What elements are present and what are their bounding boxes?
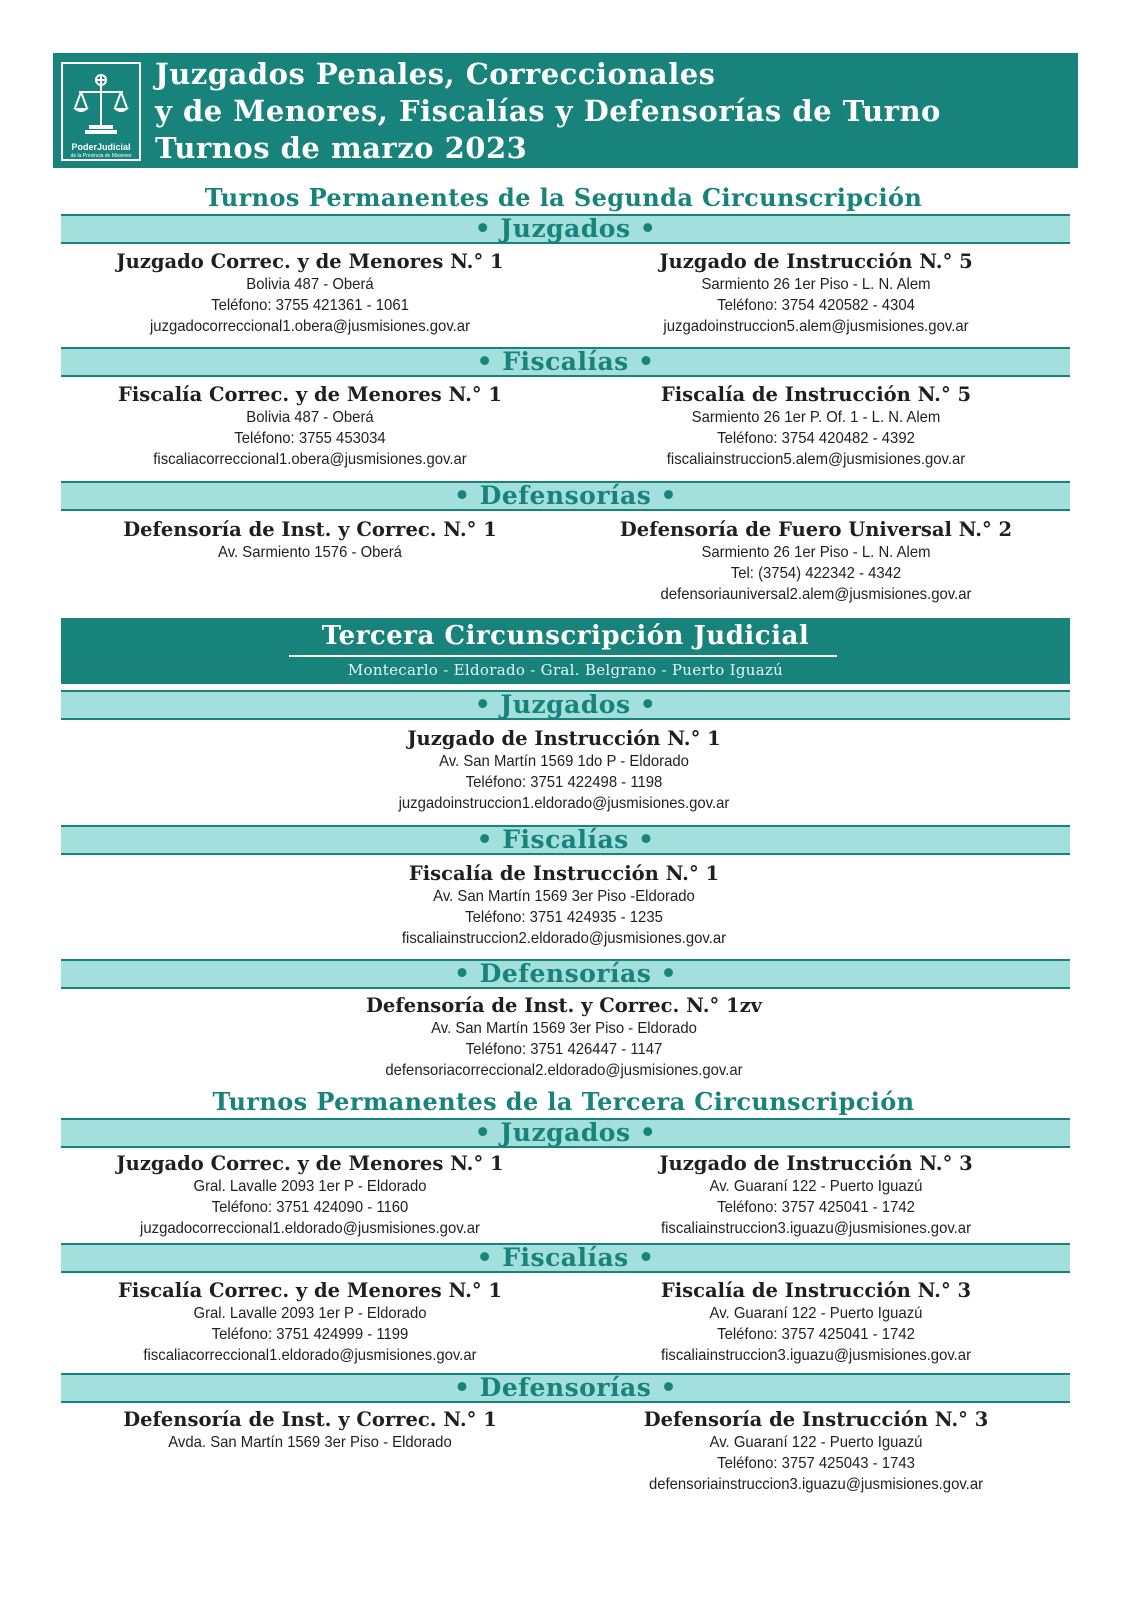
title-line-2: y de Menores, Fiscalías y Defensorías de Turno: [155, 94, 941, 128]
office-entry: [566, 518, 1066, 605]
office-phone: Teléfono: 3751 422498 - 1198: [465, 774, 663, 791]
section-title-segunda: Turnos Permanentes de la Segunda Circunscripción: [204, 183, 923, 212]
office-entry: [566, 1152, 1066, 1239]
office-name: Fiscalía Correc. y de Menores N.° 1: [118, 383, 502, 406]
fiscalias-bar: • Fiscalías •: [61, 825, 1070, 855]
tercera-circunscripcion-band: [61, 618, 1070, 684]
office-email: defensoriauniversal2.alem@jusmisiones.gov.ar: [660, 586, 972, 603]
office-name: Defensoría de Inst. y Correc. N.° 1: [123, 1408, 497, 1431]
title-line-1: Juzgados Penales, Correccionales: [155, 57, 716, 91]
office-address: Av. Guaraní 122 - Puerto Iguazú: [709, 1434, 923, 1451]
office-address: Bolivia 487 - Oberá: [246, 409, 374, 426]
office-address: Avda. San Martín 1569 3er Piso - Eldorado: [168, 1434, 452, 1451]
office-email: defensoriacorreccional2.eldorado@jusmisiones.gov.ar: [385, 1062, 743, 1079]
office-name: Juzgado Correc. y de Menores N.° 1: [116, 1152, 504, 1175]
office-address: Av. San Martín 1569 3er Piso -Eldorado: [433, 888, 695, 905]
defensorias-bar: • Defensorías •: [61, 1373, 1070, 1403]
office-email: fiscaliacorreccional1.eldorado@jusmisiones.gov.ar: [143, 1347, 477, 1364]
fiscalias-bar: • Fiscalías •: [61, 1243, 1070, 1273]
office-entry: [60, 250, 560, 337]
office-phone: Teléfono: 3754 420582 - 4304: [717, 297, 915, 314]
office-name: Defensoría de Instrucción N.° 3: [643, 1408, 989, 1431]
juzgados-bar: • Juzgados •: [61, 690, 1070, 720]
band-title: Tercera Circunscripción Judicial: [321, 621, 810, 651]
office-entry: [60, 1408, 560, 1453]
office-address: Av. Guaraní 122 - Puerto Iguazú: [709, 1178, 923, 1195]
office-address: Sarmiento 26 1er Piso - L. N. Alem: [701, 276, 931, 293]
office-name: Fiscalía de Instrucción N.° 1: [408, 862, 720, 885]
office-address: Gral. Lavalle 2093 1er P - Eldorado: [193, 1305, 427, 1322]
office-phone: Teléfono: 3751 424999 - 1199: [211, 1326, 409, 1343]
office-email: fiscaliainstruccion5.alem@jusmisiones.gov.ar: [666, 451, 966, 468]
juzgados-bar: • Juzgados •: [61, 214, 1070, 244]
office-name: Defensoría de Inst. y Correc. N.° 1zv: [366, 994, 762, 1017]
juzgados-bar: • Juzgados •: [61, 1118, 1070, 1148]
office-entry: [566, 1279, 1066, 1366]
office-name: Juzgado de Instrucción N.° 1: [407, 727, 721, 750]
office-name: Fiscalía Correc. y de Menores N.° 1: [118, 1279, 502, 1302]
office-phone: Teléfono: 3751 424935 - 1235: [465, 909, 663, 926]
office-entry: [566, 1408, 1066, 1495]
office-email: fiscaliacorreccional1.obera@jusmisiones.gov.ar: [153, 451, 467, 468]
office-address: Gral. Lavalle 2093 1er P - Eldorado: [193, 1178, 427, 1195]
office-address: Bolivia 487 - Oberá: [246, 276, 374, 293]
office-name: Juzgado de Instrucción N.° 3: [659, 1152, 973, 1175]
office-entry: [264, 994, 864, 1081]
office-entry: [60, 1279, 560, 1366]
office-phone: Tel: (3754) 422342 - 4342: [730, 565, 902, 582]
office-entry: [264, 727, 864, 814]
office-email: juzgadocorreccional1.eldorado@jusmisiones.gov.ar: [140, 1220, 480, 1237]
office-entry: [566, 250, 1066, 337]
poder-judicial-logo: [61, 62, 141, 161]
logo-label: PoderJudicial: [71, 142, 131, 152]
office-phone: Teléfono: 3755 421361 - 1061: [211, 297, 409, 314]
office-phone: Teléfono: 3757 425041 - 1742: [717, 1199, 915, 1216]
defensorias-bar: • Defensorías •: [61, 481, 1070, 511]
office-address: Av. Guaraní 122 - Puerto Iguazú: [709, 1305, 923, 1322]
office-name: Juzgado Correc. y de Menores N.° 1: [116, 250, 504, 273]
band-subtitle: Montecarlo - Eldorado - Gral. Belgrano - Puerto Iguazú: [347, 661, 784, 679]
office-phone: Teléfono: 3754 420482 - 4392: [717, 430, 915, 447]
office-email: fiscaliainstruccion3.iguazu@jusmisiones.gov.ar: [660, 1347, 972, 1364]
office-name: Juzgado de Instrucción N.° 5: [659, 250, 973, 273]
office-entry: [566, 383, 1066, 470]
office-address: Av. Sarmiento 1576 - Oberá: [218, 544, 402, 561]
office-address: Av. San Martín 1569 3er Piso - Eldorado: [431, 1020, 697, 1037]
office-phone: Teléfono: 3751 424090 - 1160: [211, 1199, 409, 1216]
office-address: Sarmiento 26 1er Piso - L. N. Alem: [701, 544, 931, 561]
office-phone: Teléfono: 3757 425041 - 1742: [717, 1326, 915, 1343]
office-entry: [60, 1152, 560, 1239]
office-email: fiscaliainstruccion3.iguazu@jusmisiones.gov.ar: [660, 1220, 972, 1237]
page-header: [53, 53, 1078, 168]
office-phone: Teléfono: 3751 426447 - 1147: [465, 1041, 663, 1058]
office-name: Fiscalía de Instrucción N.° 5: [660, 383, 972, 406]
office-name: Fiscalía de Instrucción N.° 3: [660, 1279, 972, 1302]
office-email: juzgadocorreccional1.obera@jusmisiones.gov.ar: [149, 318, 471, 335]
office-email: defensoriainstruccion3.iguazu@jusmisiones.gov.ar: [648, 1476, 984, 1493]
office-phone: Teléfono: 3757 425043 - 1743: [717, 1455, 915, 1472]
logo-sublabel: de la Provincia de Misiones: [70, 153, 132, 159]
title-line-3: Turnos de marzo 2023: [155, 131, 528, 165]
office-entry: [264, 862, 864, 949]
office-email: juzgadoinstruccion5.alem@jusmisiones.gov.ar: [663, 318, 969, 335]
scales-of-justice-icon: [71, 70, 131, 140]
office-name: Defensoría de Fuero Universal N.° 2: [619, 518, 1013, 541]
office-email: juzgadoinstruccion1.eldorado@jusmisiones.gov.ar: [398, 795, 730, 812]
page-title: [155, 56, 941, 167]
office-address: Av. San Martín 1569 1do P - Eldorado: [439, 753, 689, 770]
section-title-tercera: Turnos Permanentes de la Tercera Circunscripción: [212, 1087, 915, 1116]
office-entry: [60, 383, 560, 470]
office-address: Sarmiento 26 1er P. Of. 1 - L. N. Alem: [691, 409, 941, 426]
office-email: fiscaliainstruccion2.eldorado@jusmisiones.gov.ar: [401, 930, 727, 947]
office-entry: [60, 518, 560, 563]
office-phone: Teléfono: 3755 453034: [234, 430, 386, 447]
band-divider: [289, 655, 837, 657]
defensorias-bar: • Defensorías •: [61, 959, 1070, 989]
fiscalias-bar: • Fiscalías •: [61, 347, 1070, 377]
office-name: Defensoría de Inst. y Correc. N.° 1: [123, 518, 497, 541]
